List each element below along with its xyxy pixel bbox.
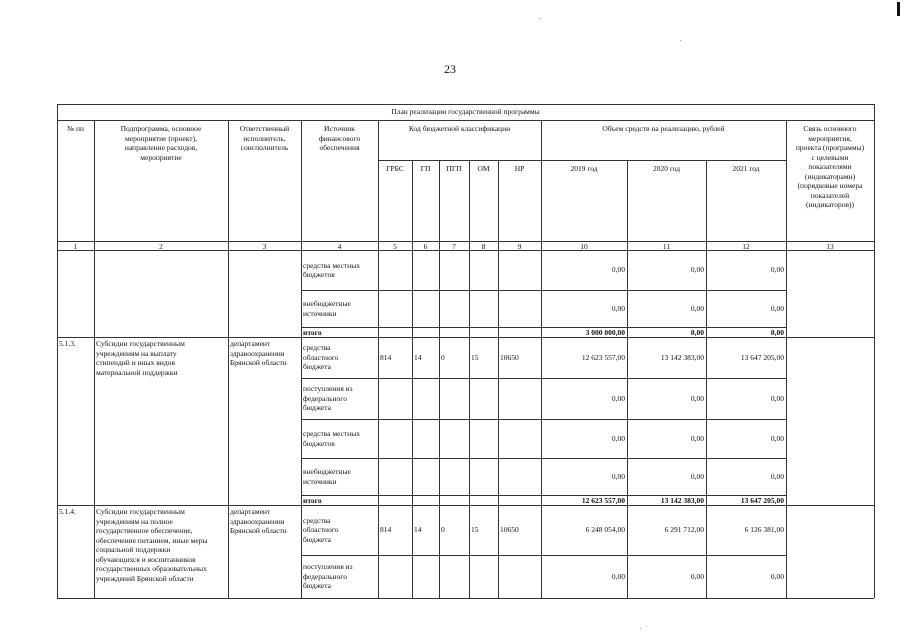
- amount-2021: 0,00: [770, 265, 784, 275]
- table-rule: [469, 160, 470, 598]
- program-plan-table: [57, 104, 874, 598]
- table-rule: [627, 160, 628, 598]
- header-2019: 2019 год: [570, 164, 598, 173]
- amount-2020: 6 291 712,00: [664, 525, 704, 535]
- column-number: 10: [580, 242, 588, 250]
- table-rule: [301, 419, 786, 420]
- amount-2021: 13 647 205,00: [740, 352, 784, 362]
- amount-2019: 0,00: [611, 393, 625, 403]
- header-funds-group: Объем средств на реализацию, рублей: [602, 124, 725, 133]
- header-responsible: Ответственный исполнитель, соисполнитель: [239, 124, 290, 152]
- column-number: 7: [452, 242, 456, 250]
- amount-2019: 0,00: [611, 433, 625, 443]
- item-name: Субсидии государственным учреждениям на полное государственное обеспечение, обеспечение питанием, иные меры социальной поддержки обучающихся и воспитанников государственных образовательных учреждений Брянской области: [96, 507, 208, 583]
- page-number: 23: [444, 62, 456, 76]
- item-number: 5.1.4.: [59, 507, 76, 516]
- amount-2020: 0,00: [690, 265, 704, 275]
- amount-2019: 12 623 557,00: [581, 352, 625, 362]
- table-rule: [498, 160, 499, 598]
- amount-2021: 0,00: [770, 393, 784, 403]
- table-rule: [786, 120, 787, 598]
- pgp-cell: 0: [441, 525, 445, 535]
- source-cell: средства местных бюджетов: [303, 260, 361, 279]
- amount-2020: 0,00: [690, 328, 704, 337]
- table-rule: [301, 290, 786, 291]
- column-number: 3: [262, 242, 267, 250]
- header-om: ОМ: [477, 164, 490, 173]
- amount-2019: 6 248 054,00: [585, 525, 625, 535]
- group-separator: [57, 505, 874, 506]
- amount-2020: 0,00: [690, 433, 704, 443]
- amount-2019: 0,00: [611, 571, 625, 581]
- table-rule: [301, 378, 786, 379]
- gp-cell: 14: [414, 525, 422, 535]
- header-link: Связь основного мероприятия, проекта (программы) с целевыми показателями (индикаторами) (порядковые номера показателей (индикаторов)): [795, 124, 865, 209]
- column-number: 9: [517, 242, 522, 250]
- header-bk-group: Код бюджетной классификации: [408, 124, 511, 133]
- gp-cell: 14: [414, 352, 422, 362]
- np-cell: 10650: [500, 352, 519, 362]
- grbs-cell: 814: [380, 525, 392, 535]
- item-name: Субсидии государственным учреждениям на выплату стипендий и иных видов материальной поддержки: [96, 339, 185, 377]
- source-cell: поступления из федерального бюджета: [303, 384, 353, 413]
- table-rule: [439, 160, 440, 598]
- amount-2020: 0,00: [690, 471, 704, 481]
- table-rule: [228, 120, 229, 598]
- table-rule: [706, 160, 707, 598]
- column-number: 2: [159, 242, 163, 250]
- scan-speck: [540, 18, 541, 19]
- source-cell: внебюджетные источники: [303, 467, 351, 486]
- column-number: 12: [742, 242, 750, 250]
- amount-2021: 6 126 381,00: [744, 525, 784, 535]
- table-rule: [378, 120, 379, 598]
- amount-2021: 13 647 205,00: [740, 496, 784, 505]
- table-rule: [301, 555, 786, 556]
- table-rule: [301, 120, 302, 598]
- amount-2019: 0,00: [611, 265, 625, 275]
- amount-2019: 0,00: [611, 471, 625, 481]
- column-number: 1: [73, 242, 78, 250]
- amount-2020: 13 142 383,00: [660, 496, 704, 505]
- table-right-border: [874, 104, 875, 598]
- amount-2019: 0,00: [611, 303, 625, 313]
- source-total: итого: [303, 496, 322, 505]
- amount-2021: 0,00: [770, 471, 784, 481]
- header-num: № пп: [66, 124, 85, 133]
- scan-corner-mark: [897, 2, 900, 16]
- scan-speck: [640, 628, 641, 629]
- header-np: НР: [514, 164, 525, 173]
- om-cell: 15: [471, 525, 479, 535]
- header-source: Источник финансового обеспечения: [318, 124, 361, 152]
- table-rule: [57, 120, 874, 121]
- source-cell: средства областного бюджета: [303, 343, 339, 372]
- scan-speck: [680, 40, 681, 41]
- amount-2021: 0,00: [770, 433, 784, 443]
- table-rule: [412, 160, 413, 598]
- item-responsible: департамент здравоохранения Брянской области: [230, 339, 287, 367]
- amount-2020: 0,00: [690, 571, 704, 581]
- amount-2021: 0,00: [770, 328, 784, 337]
- table-rule: [541, 120, 542, 598]
- column-number: 5: [393, 242, 397, 250]
- amount-2021: 0,00: [770, 571, 784, 581]
- header-gp: ГП: [420, 164, 431, 173]
- group-separator: [57, 337, 874, 338]
- np-cell: 10650: [500, 525, 519, 535]
- amount-2020: 0,00: [690, 393, 704, 403]
- table-rule: [301, 458, 786, 459]
- header-grbs: ГРБС: [386, 164, 404, 173]
- table-left-border: [57, 104, 58, 598]
- table-title: План реализации государственной программы: [391, 107, 540, 116]
- header-2020: 2020 год: [652, 164, 681, 173]
- source-cell: поступления из федерального бюджета: [303, 562, 353, 591]
- amount-2019: 3 000 000,00: [585, 328, 625, 337]
- item-responsible: департамент здравоохранения Брянской области: [230, 507, 287, 535]
- header-subprogram: Подпрограмма, основное мероприятие (проект), направление расходов, мероприятие: [120, 124, 202, 162]
- column-number: 11: [662, 242, 671, 250]
- source-total: итого: [303, 328, 322, 337]
- header-pgp: ПГП: [446, 164, 462, 173]
- amount-2021: 0,00: [770, 303, 784, 313]
- column-number: 4: [337, 242, 342, 250]
- om-cell: 15: [471, 352, 479, 362]
- column-number: 13: [826, 242, 834, 250]
- source-cell: средства областного бюджета: [303, 515, 339, 544]
- column-number: 6: [423, 242, 428, 250]
- table-rule: [57, 250, 874, 251]
- pgp-cell: 0: [441, 352, 445, 362]
- table-bottom-border: [57, 598, 874, 599]
- table-rule: [94, 120, 95, 598]
- amount-2020: 0,00: [690, 303, 704, 313]
- grbs-cell: 814: [380, 352, 392, 362]
- header-2021: 2021 год: [732, 164, 760, 173]
- table-top-border: [57, 104, 874, 105]
- column-number: 8: [481, 242, 486, 250]
- item-number: 5.1.3.: [59, 339, 76, 348]
- amount-2019: 12 623 557,00: [581, 496, 625, 505]
- source-cell: внебюджетные источники: [303, 299, 351, 318]
- amount-2020: 13 142 383,00: [660, 352, 704, 362]
- source-cell: средства местных бюджетов: [303, 429, 361, 448]
